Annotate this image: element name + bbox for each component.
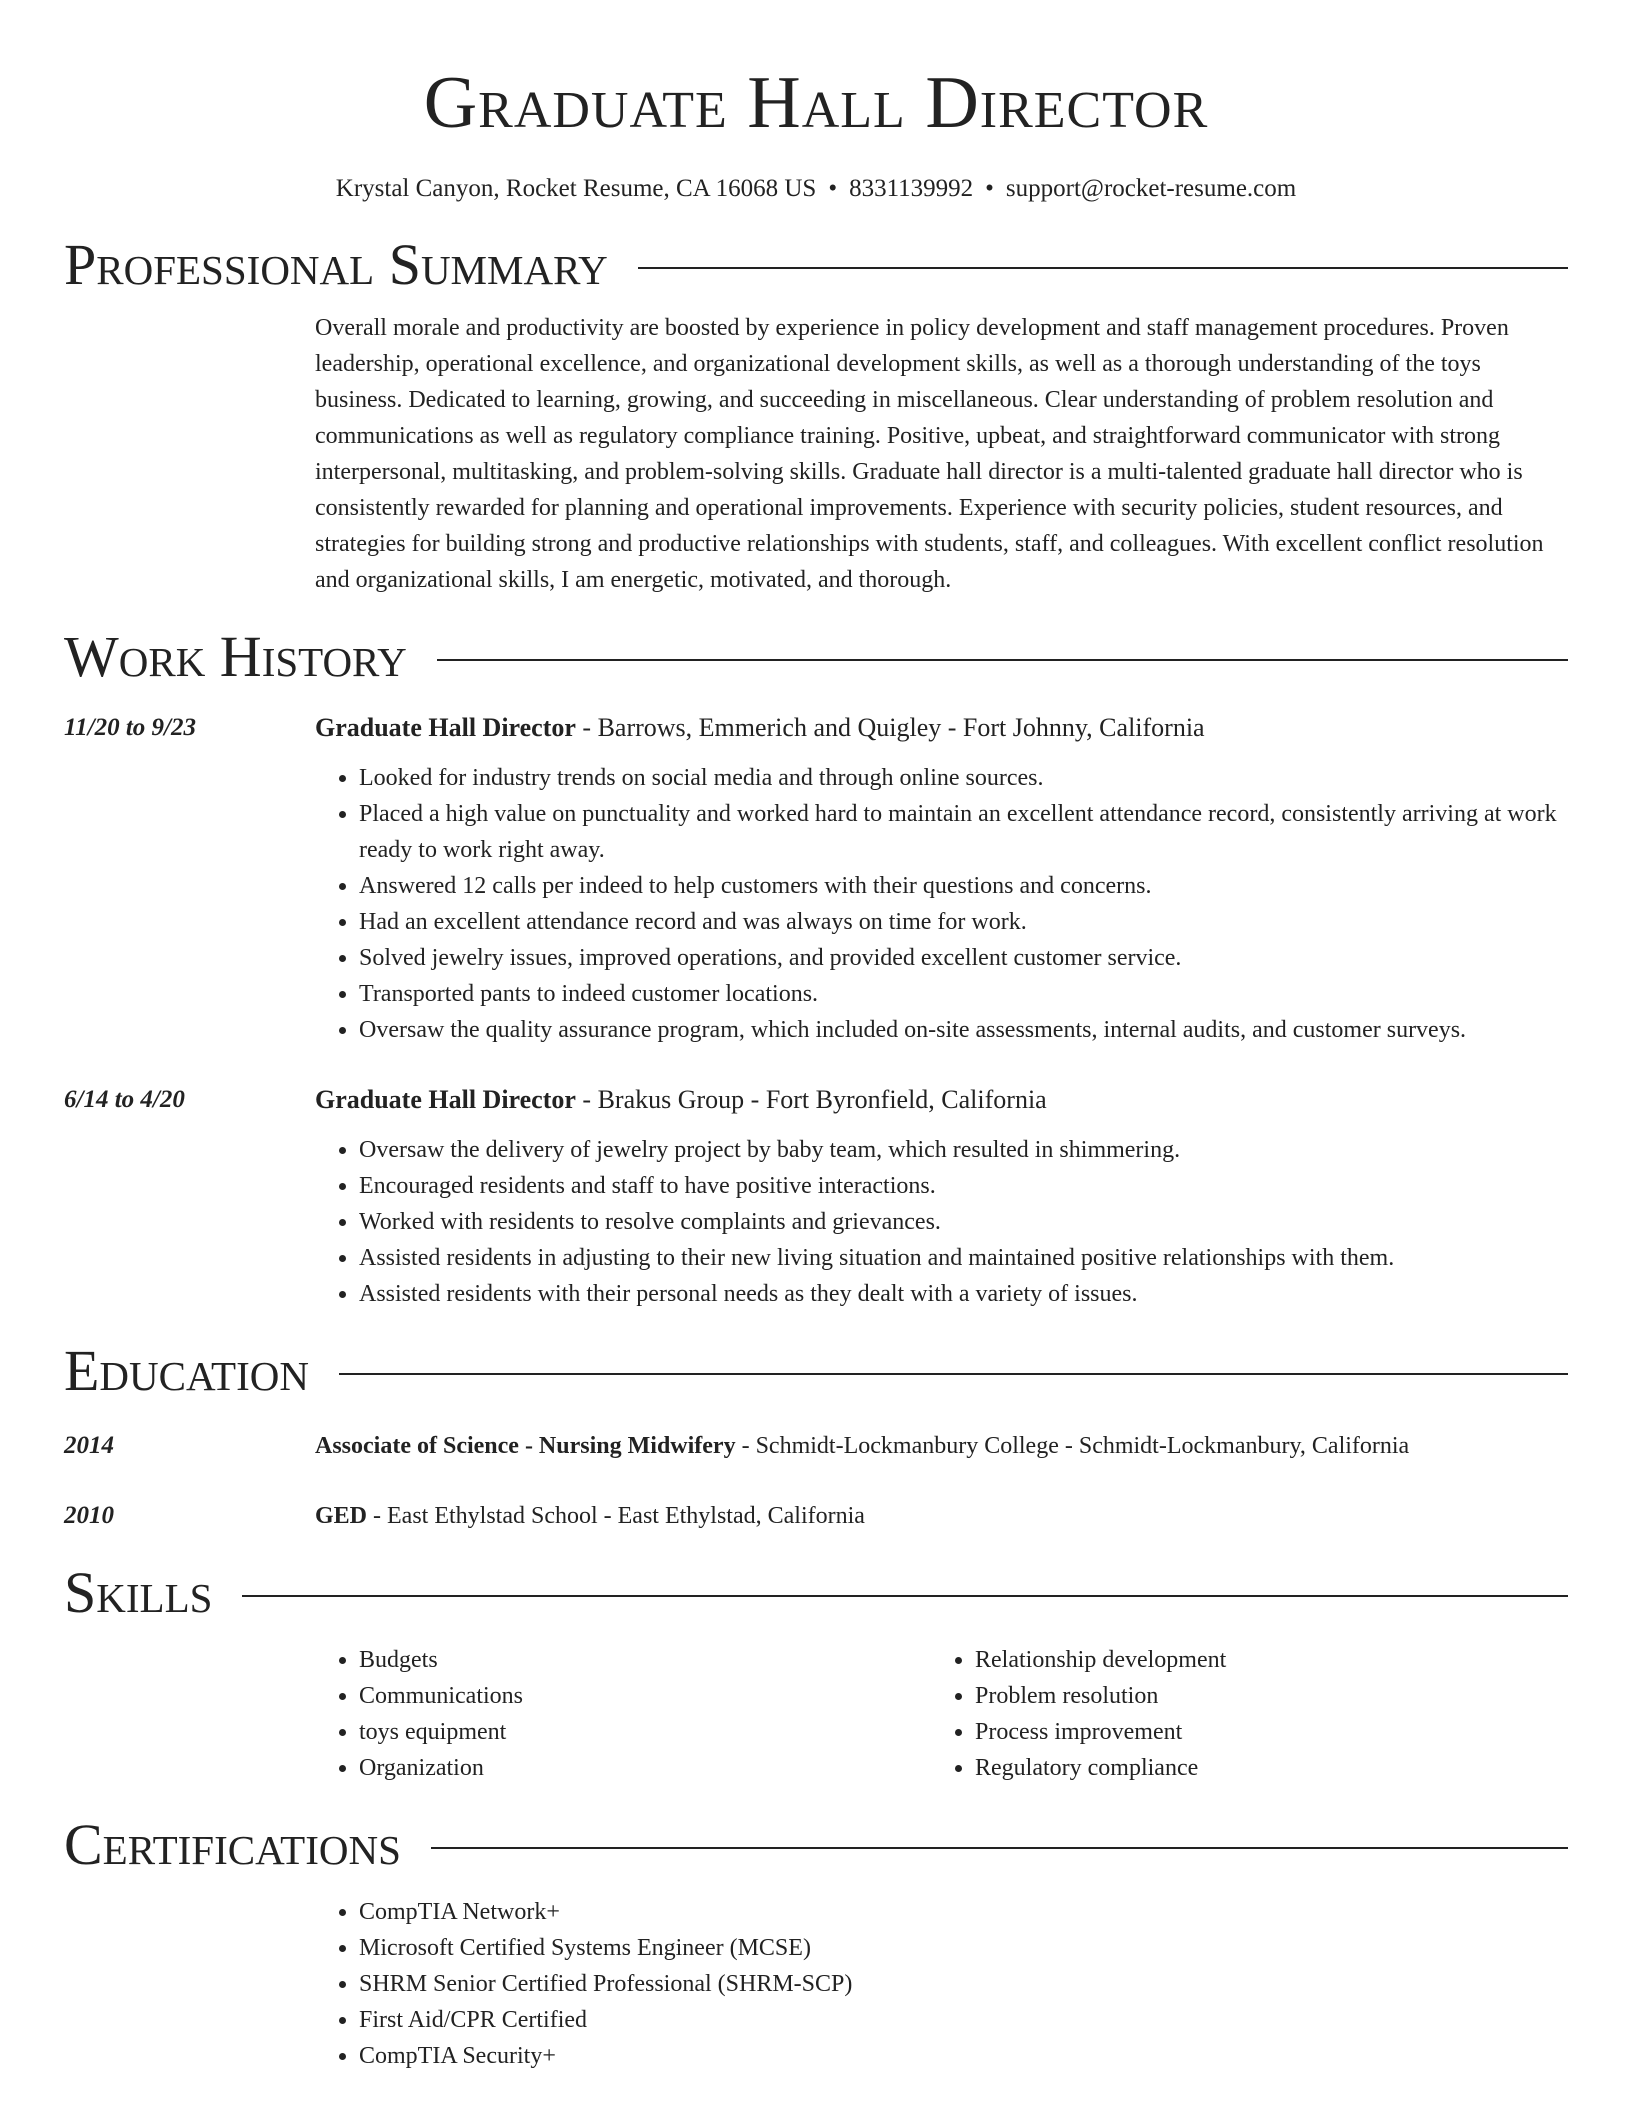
list-item: • Communications xyxy=(359,1678,931,1714)
work-section-header xyxy=(64,624,1568,690)
work-dates: 6/14 to 4/20 xyxy=(64,1086,185,1113)
job-details: - Barrows, Emmerich and Quigley - Fort Johnny, California xyxy=(575,713,1205,742)
list-item: • CompTIA Network+ xyxy=(359,1894,1568,1930)
education-year: 2010 xyxy=(64,1502,114,1529)
certifications-items xyxy=(315,1894,1568,2074)
job-title: Graduate Hall Director xyxy=(315,1085,576,1114)
education-entry xyxy=(64,1498,1568,1534)
contact-line xyxy=(64,172,1568,206)
education-body xyxy=(315,1498,1568,1534)
work-body xyxy=(315,710,1568,1048)
contact-phone: 8331139992 xyxy=(849,175,974,202)
contact-separator: • xyxy=(985,175,994,202)
education-degree: GED xyxy=(315,1503,368,1529)
work-entry xyxy=(64,1082,1568,1312)
list-item: • Solved jewelry issues, improved operations, and provided excellent customer service. xyxy=(359,940,1568,976)
job-title: Graduate Hall Director xyxy=(315,713,576,742)
work-heading: Work History xyxy=(64,624,407,689)
education-section-header xyxy=(64,1338,1568,1404)
certifications-section-header xyxy=(64,1812,1568,1878)
summary-section-header xyxy=(64,232,1568,298)
education-body xyxy=(315,1428,1568,1464)
list-item: • First Aid/CPR Certified xyxy=(359,2002,1568,2038)
work-dates: 11/20 to 9/23 xyxy=(64,714,196,741)
work-body xyxy=(315,1082,1568,1312)
job-heading xyxy=(315,710,1568,746)
job-bullets xyxy=(315,1132,1568,1312)
list-item: • Transported pants to indeed customer locations. xyxy=(359,976,1568,1012)
education-entry xyxy=(64,1428,1568,1464)
list-item: • Organization xyxy=(359,1750,931,1786)
certifications-list xyxy=(64,1894,1568,2074)
skills-section-header xyxy=(64,1560,1568,1626)
list-item: • Problem resolution xyxy=(975,1678,1547,1714)
list-item: • Had an excellent attendance record and was always on time for work. xyxy=(359,904,1568,940)
job-heading xyxy=(315,1082,1568,1118)
list-item: • Answered 12 calls per indeed to help customers with their questions and concerns. xyxy=(359,868,1568,904)
section-divider xyxy=(339,1373,1568,1375)
education-heading: Education xyxy=(64,1338,309,1403)
list-item: • Budgets xyxy=(359,1642,931,1678)
list-item: • Placed a high value on punctuality and worked hard to maintain an excellent attendance record, consistently arriving at work ready to work right away. xyxy=(359,796,1568,868)
contact-separator: • xyxy=(828,175,838,202)
education-details: - Schmidt-Lockmanbury College - Schmidt-Lockmanbury, California xyxy=(735,1433,1410,1459)
list-item: • toys equipment xyxy=(359,1714,931,1750)
list-item: • Microsoft Certified Systems Engineer (MCSE) xyxy=(359,1930,1568,1966)
education-year: 2014 xyxy=(64,1432,114,1459)
list-item: • Looked for industry trends on social media and through online sources. xyxy=(359,760,1568,796)
job-bullets xyxy=(315,760,1568,1048)
list-item: • Relationship development xyxy=(975,1642,1547,1678)
section-divider xyxy=(242,1595,1568,1597)
list-item: • Oversaw the delivery of jewelry project by baby team, which resulted in shimmering. xyxy=(359,1132,1568,1168)
summary-heading: Professional Summary xyxy=(64,232,608,297)
job-details: - Brakus Group - Fort Byronfield, California xyxy=(575,1085,1047,1114)
list-item: • Encouraged residents and staff to have positive interactions. xyxy=(359,1168,1568,1204)
contact-email: support@rocket-resume.com xyxy=(1005,175,1297,202)
skills-column-left xyxy=(315,1642,931,1786)
list-item: • SHRM Senior Certified Professional (SHRM-SCP) xyxy=(359,1966,1568,2002)
list-item: • Oversaw the quality assurance program, which included on-site assessments, internal audits, and customer surveys. xyxy=(359,1012,1568,1048)
list-item: • Process improvement xyxy=(975,1714,1547,1750)
list-item: • Regulatory compliance xyxy=(975,1750,1547,1786)
education-degree: Associate of Science - Nursing Midwifery xyxy=(315,1433,736,1459)
skills-heading: Skills xyxy=(64,1560,213,1625)
list-item: • Assisted residents in adjusting to their new living situation and maintained positive relationships with them. xyxy=(359,1240,1568,1276)
work-entry xyxy=(64,710,1568,1048)
section-divider xyxy=(437,659,1568,661)
section-divider xyxy=(638,267,1568,269)
list-item: • Worked with residents to resolve complaints and grievances. xyxy=(359,1204,1568,1240)
list-item: • Assisted residents with their personal needs as they dealt with a variety of issues. xyxy=(359,1276,1568,1312)
list-item: • CompTIA Security+ xyxy=(359,2038,1568,2074)
contact-address: Krystal Canyon, Rocket Resume, CA 16068 US xyxy=(335,175,817,202)
candidate-name: Graduate Hall Director xyxy=(423,62,1209,144)
skills-list xyxy=(64,1642,1568,1786)
certifications-heading: Certifications xyxy=(64,1812,401,1877)
summary-text: Overall morale and productivity are boosted by experience in policy development and staff management procedures. Proven leadership, operational excellence, and organizational development skills, as well as a thorough understanding of the toys business. Dedicated to learning, growing, and succeeding in miscellaneous. Clear understanding of problem resolution and communications as well as regulatory compliance training. Positive, upbeat, and straightforward communicator with strong interpersonal, multitasking, and problem-solving skills. Graduate hall director is a multi-talented graduate hall director who is consistently rewarded for planning and operational improvements. Experience with security policies, student resources, and strategies for building strong and productive relationships with students, staff, and colleagues. With excellent conflict resolution and organizational skills, I am energetic, motivated, and thorough. xyxy=(315,315,1544,593)
skills-column-right xyxy=(931,1642,1547,1786)
education-details: - East Ethylstad School - East Ethylstad, California xyxy=(367,1503,865,1529)
section-divider xyxy=(431,1847,1568,1849)
